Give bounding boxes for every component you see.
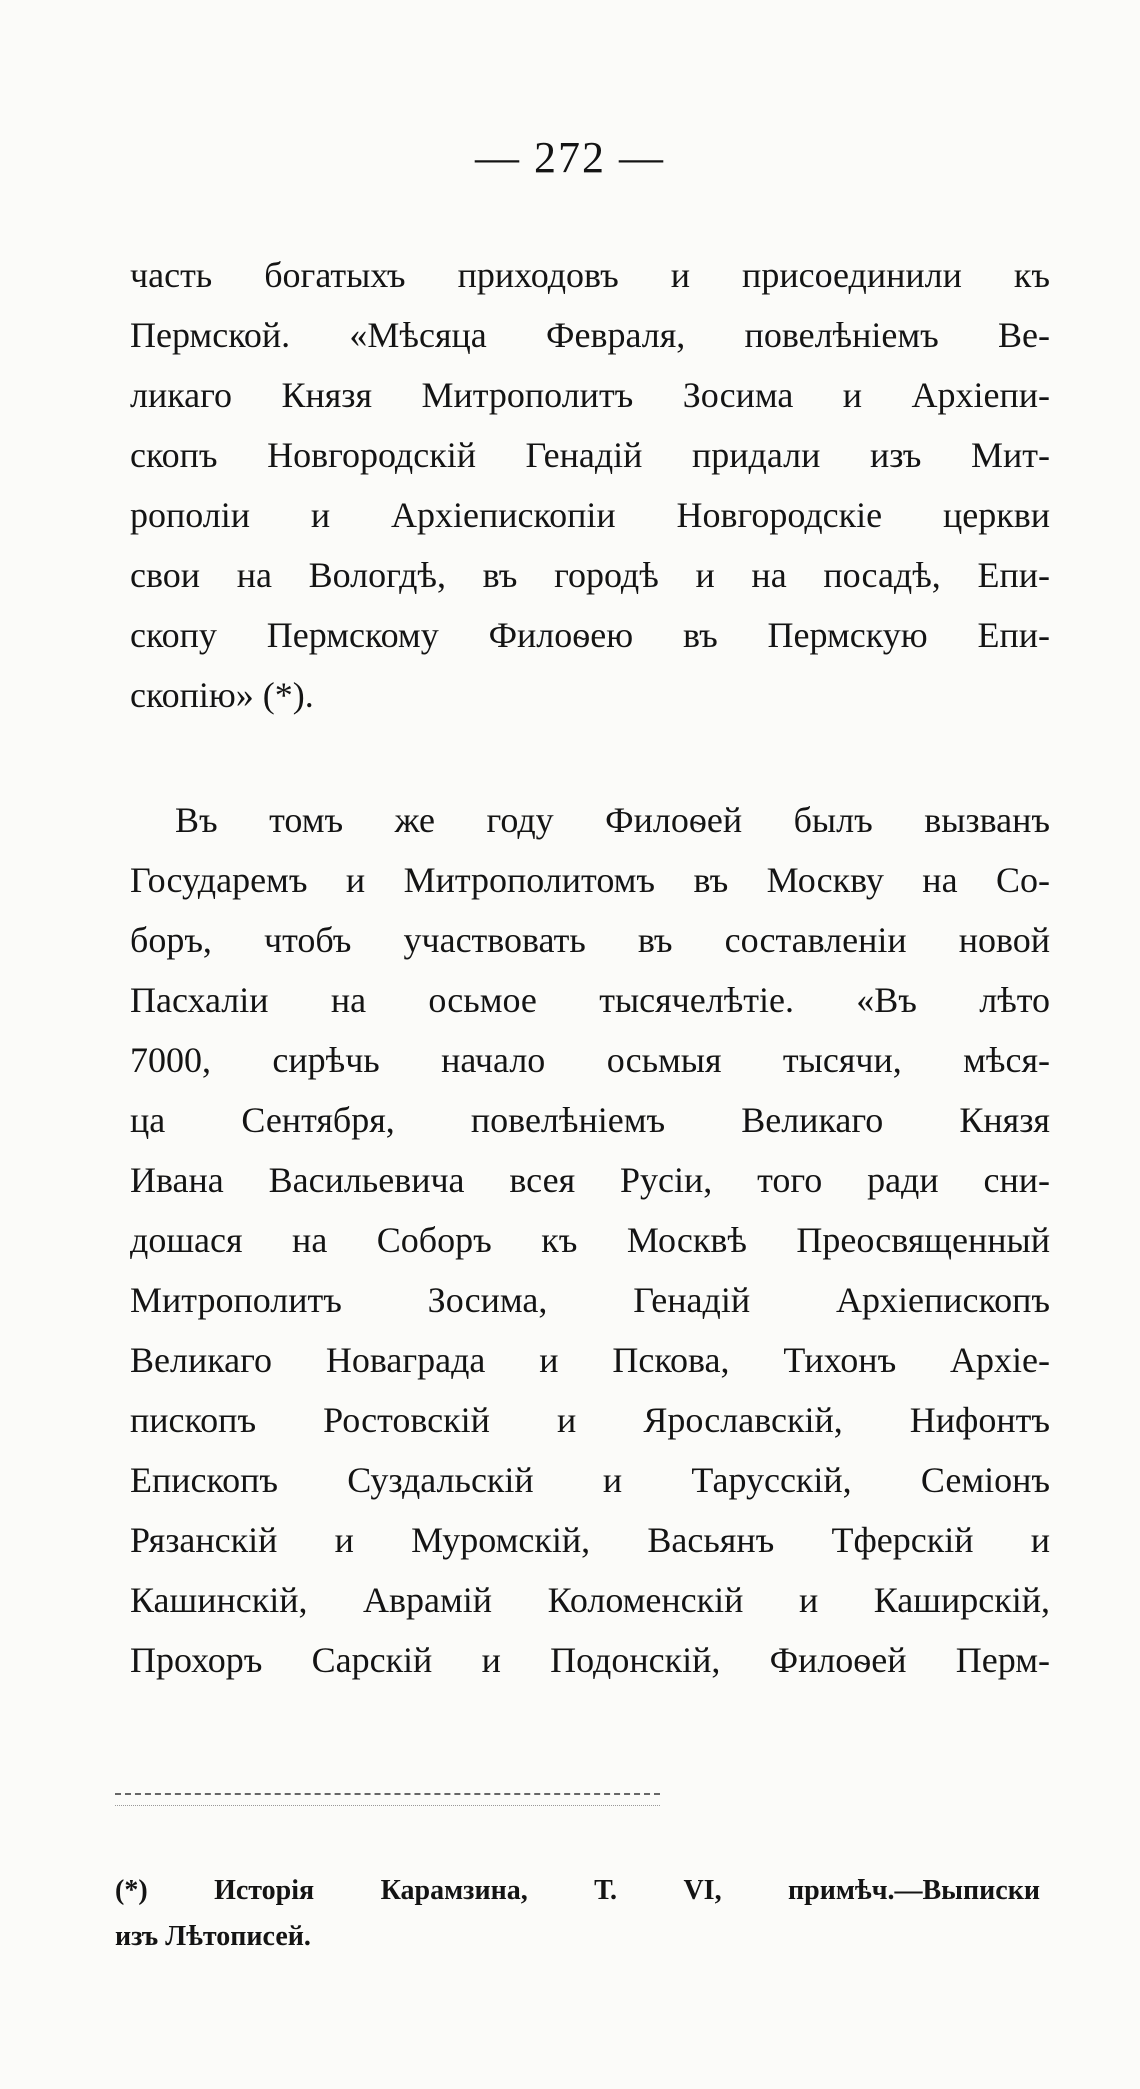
text-line: свои на Вологдѣ, въ городѣ и на посадѣ, Епи- bbox=[130, 555, 1050, 595]
footnote-divider-secondary bbox=[115, 1805, 660, 1806]
page-number: — 272 — bbox=[475, 133, 665, 182]
text-line: Ивана Васильевича всея Русіи, того ради сни- bbox=[130, 1160, 1050, 1200]
text-line: Прохоръ Сарскій и Подонскій, Филоѳей Перм- bbox=[130, 1640, 1050, 1680]
text-line: боръ, чтобъ участвовать въ составленіи новой bbox=[130, 920, 1050, 960]
text-line: 7000, сирѣчь начало осьмыя тысячи, мѣся- bbox=[130, 1040, 1050, 1080]
text-line: ца Сентября, повелѣніемъ Великаго Князя bbox=[130, 1100, 1050, 1140]
text-line: Епископъ Суздальскій и Тарусскій, Семіонъ bbox=[130, 1460, 1050, 1500]
text-line: скопу Пермскому Филоѳею въ Пермскую Епи- bbox=[130, 615, 1050, 655]
paragraph-1 bbox=[130, 245, 1050, 725]
text-line: рополіи и Архіепископіи Новгородскіе церкви bbox=[130, 495, 1050, 535]
text-line: пископъ Ростовскій и Ярославскій, Нифонтъ bbox=[130, 1400, 1050, 1440]
text-line: дошася на Соборъ къ Москвѣ Преосвященный bbox=[130, 1220, 1050, 1260]
paragraph-2 bbox=[130, 790, 1050, 1690]
footnote-divider bbox=[115, 1793, 660, 1795]
text-line: Кашинскій, Аврамій Коломенскій и Каширскій, bbox=[130, 1580, 1050, 1620]
text-line: Пасхаліи на осьмое тысячелѣтіе. «Въ лѣто bbox=[130, 980, 1050, 1020]
text-line: Въ томъ же году Филоѳей былъ вызванъ bbox=[175, 800, 1050, 840]
footnote-line: (*) Исторія Карамзина, Т. VI, примѣч.—Выписки bbox=[115, 1875, 1040, 1906]
footnote bbox=[115, 1868, 1040, 1960]
text-line: часть богатыхъ приходовъ и присоединили къ bbox=[130, 255, 1050, 295]
text-line: скопію» (*). bbox=[130, 675, 314, 715]
text-line: ликаго Князя Митрополитъ Зосима и Архіепи- bbox=[130, 375, 1050, 415]
text-line: Митрополитъ Зосима, Генадій Архіепископъ bbox=[130, 1280, 1050, 1320]
text-line: скопъ Новгородскій Генадій придали изъ Мит- bbox=[130, 435, 1050, 475]
footnote-line: изъ Лѣтописей. bbox=[115, 1921, 311, 1952]
text-line: Великаго Новаграда и Пскова, Тихонъ Архіе- bbox=[130, 1340, 1050, 1380]
text-line: Государемъ и Митрополитомъ въ Москву на Со- bbox=[130, 860, 1050, 900]
text-line: Пермской. «Мѣсяца Февраля, повелѣніемъ Ве- bbox=[130, 315, 1050, 355]
text-line: Рязанскій и Муромскій, Васьянъ Тферскій и bbox=[130, 1520, 1050, 1560]
